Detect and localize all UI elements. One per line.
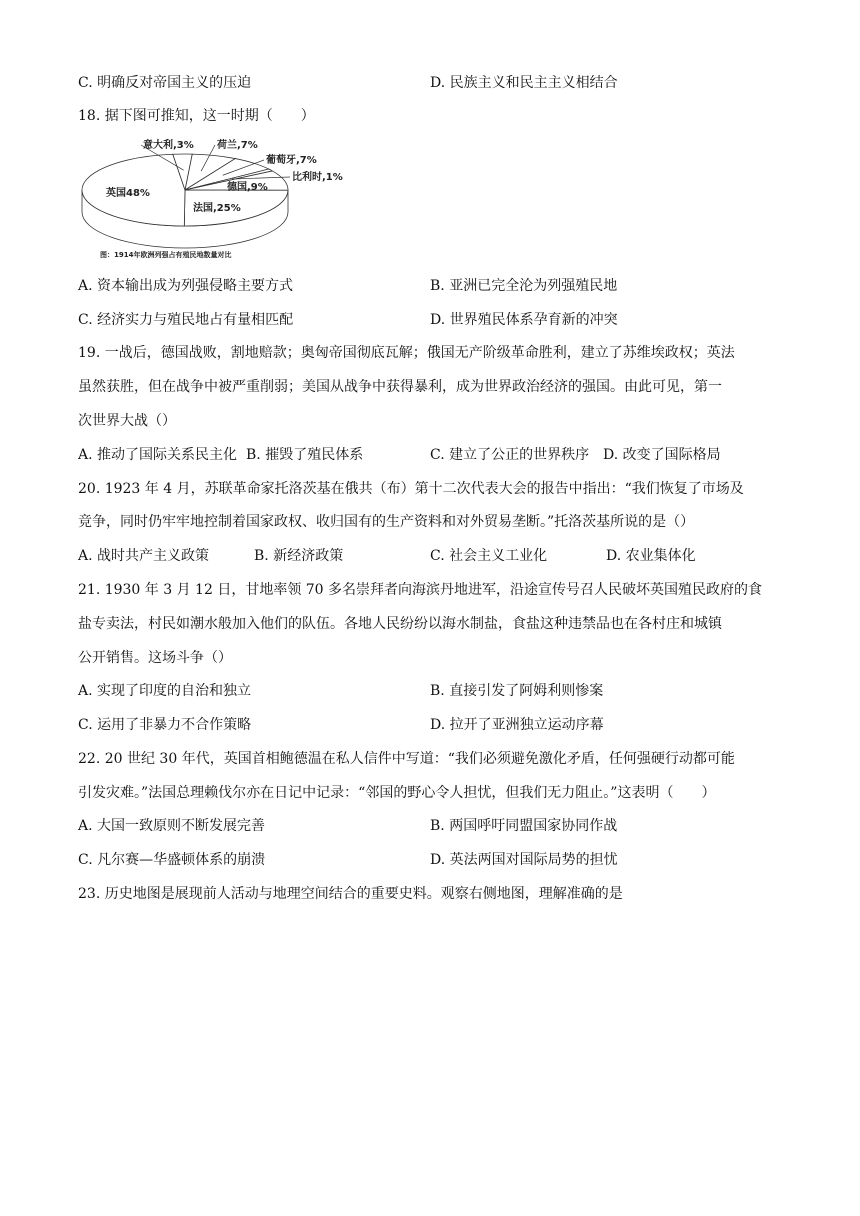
q18-option-a: A. 资本输出成为列强侵略主要方式 [78, 278, 294, 294]
q19-option-d: D. 改变了国际格局 [603, 447, 721, 463]
q21-option-a: A. 实现了印度的自治和独立 [78, 683, 252, 699]
q20-option-c: C. 社会主义工业化 [430, 548, 548, 564]
q19-option-a: A. 推动了国际关系民主化 [78, 447, 238, 463]
q21-option-b: B. 直接引发了阿姆利则惨案 [430, 683, 604, 699]
colony-pie-chart [80, 140, 343, 262]
q20-line-2: 竞争，同时仍牢牢地控制着国家政权、收归国有的生产资料和对外贸易垄断。”托洛茨基所说的是（） [78, 514, 695, 530]
q23-stem: 23. 历史地图是展现前人活动与地理空间结合的重要史料。观察右侧地图，理解准确的是 [78, 886, 623, 902]
pie-label-5: 荷兰,7% [217, 140, 258, 151]
q21-line-2: 盐专卖法，村民如潮水般加入他们的队伍。各地人民纷纷以海水制盐，食盐这种违禁品也在各村庄和城镇 [78, 616, 722, 632]
q18-option-d: D. 世界殖民体系孕育新的冲突 [430, 312, 618, 328]
pie-label-2: 德国,9% [227, 182, 268, 193]
q20-line-1: 20. 1923 年 4 月，苏联革命家托洛茨基在俄共（布）第十二次代表大会的报告中指出：“我们恢复了市场及 [78, 481, 744, 497]
q18-option-c: C. 经济实力与殖民地占有量相匹配 [78, 312, 294, 328]
q19-line-3: 次世界大战（） [78, 413, 176, 429]
q21-line-3: 公开销售。这场斗争（） [78, 650, 232, 666]
q19-option-b: B. 摧毁了殖民体系 [246, 447, 364, 463]
q22-line-1: 22. 20 世纪 30 年代，英国首相鲍德温在私人信件中写道：“我们必须避免激化矛盾，任何强硬行动都可能 [78, 751, 735, 767]
q19-line-1: 19. 一战后，德国战败，割地赔款；奥匈帝国彻底瓦解；俄国无产阶级革命胜利，建立了苏维埃政权；英法 [78, 345, 735, 361]
q20-option-d: D. 农业集体化 [606, 548, 696, 564]
q20-option-b: B. 新经济政策 [254, 548, 344, 564]
q18-stem: 18. 据下图可推知，这一时期（ ） [78, 108, 315, 124]
q21-line-1: 21. 1930 年 3 月 12 日，甘地率领 70 多名崇拜者向海滨丹地进军，沿途宣传号召人民破坏英国殖民政府的食 [78, 582, 763, 598]
q22-line-2: 引发灾难。”法国总理赖伐尔亦在日记中记录：“邻国的野心令人担忧，但我们无力阻止。”这表明（ ） [78, 785, 716, 801]
q22-option-c: C. 凡尔赛—华盛顿体系的崩溃 [78, 852, 266, 868]
pie-label-1: 法国,25% [193, 203, 241, 214]
q17-option-d: D. 民族主义和民主主义相结合 [430, 75, 618, 91]
q18-option-b: B. 亚洲已完全沦为列强殖民地 [430, 278, 618, 294]
q22-option-d: D. 英法两国对国际局势的担忧 [430, 852, 618, 868]
pie-label-3: 比利时,1% [292, 172, 343, 183]
q22-option-a: A. 大国一致原则不断发展完善 [78, 818, 266, 834]
pie-label-0: 英国48% [106, 188, 150, 199]
q17-option-c: C. 明确反对帝国主义的压迫 [78, 75, 252, 91]
q19-option-c: C. 建立了公正的世界秩序 [430, 447, 590, 463]
q22-option-b: B. 两国呼吁同盟国家协同作战 [430, 818, 618, 834]
chart-caption: 图：1914年欧洲列强占有殖民地数量对比 [100, 251, 232, 259]
q21-option-c: C. 运用了非暴力不合作策略 [78, 717, 252, 733]
pie-label-6: 意大利,3% [143, 140, 194, 151]
q20-option-a: A. 战时共产主义政策 [78, 548, 210, 564]
q19-line-2: 虽然获胜，但在战争中被严重削弱；美国从战争中获得暴利，成为世界政治经济的强国。由此可见，第一 [78, 379, 722, 395]
pie-label-4: 葡萄牙,7% [266, 155, 317, 166]
q21-option-d: D. 拉开了亚洲独立运动序幕 [430, 717, 604, 733]
